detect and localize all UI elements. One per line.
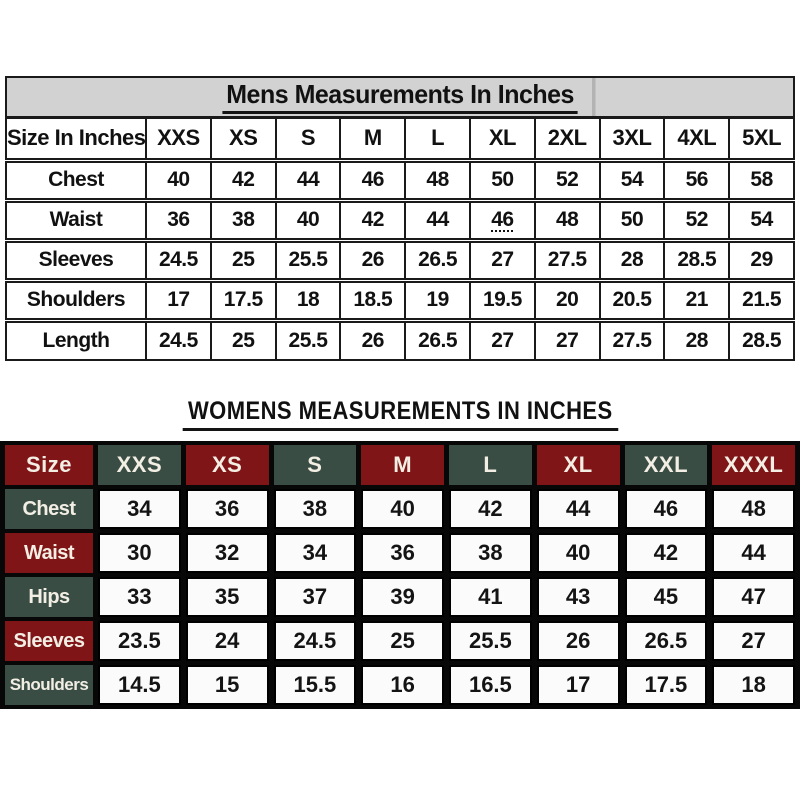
- womens-cell: 43: [537, 577, 620, 617]
- mens-cell: 26.5: [405, 240, 470, 280]
- womens-cell: 27: [712, 621, 795, 661]
- mens-cell: 44: [405, 200, 470, 240]
- womens-header-cell: XL: [537, 445, 620, 485]
- mens-row-label: Waist: [6, 200, 146, 240]
- mens-header-cell: XS: [211, 117, 276, 160]
- mens-header-row: [6, 117, 794, 160]
- womens-cell: 36: [361, 533, 444, 573]
- mens-header-cell: 2XL: [535, 117, 600, 160]
- womens-cell: 17: [537, 665, 620, 705]
- mens-cell: 58: [729, 160, 794, 200]
- womens-row-sleeves: [5, 621, 795, 661]
- womens-row-label: Chest: [5, 489, 93, 529]
- mens-cell: 17: [146, 280, 211, 320]
- womens-cell: 24: [186, 621, 269, 661]
- mens-cell: 28: [664, 320, 729, 360]
- womens-cell: 44: [537, 489, 620, 529]
- mens-row-label: Shoulders: [6, 280, 146, 320]
- womens-header-size-label: Size: [5, 445, 93, 485]
- womens-cell: 34: [98, 489, 181, 529]
- womens-cell: 40: [537, 533, 620, 573]
- mens-section: [0, 76, 800, 361]
- womens-size-table: [0, 441, 800, 709]
- mens-title-row: [6, 77, 794, 117]
- mens-cell: 27: [470, 240, 535, 280]
- mens-cell: 25.5: [276, 320, 341, 360]
- mens-cell: 46: [340, 160, 405, 200]
- womens-row-label: Shoulders: [5, 665, 93, 705]
- mens-row-sleeves: [6, 240, 794, 280]
- mens-cell: 52: [535, 160, 600, 200]
- womens-cell: 42: [449, 489, 532, 529]
- womens-cell: 15.5: [274, 665, 357, 705]
- mens-header-cell: L: [405, 117, 470, 160]
- mens-header-cell: 5XL: [729, 117, 794, 160]
- womens-row-chest: [5, 489, 795, 529]
- mens-row-label: Chest: [6, 160, 146, 200]
- mens-cell: 54: [600, 160, 665, 200]
- mens-header-cell: S: [276, 117, 341, 160]
- mens-cell: 28: [600, 240, 665, 280]
- womens-header-cell: L: [449, 445, 532, 485]
- mens-cell: 27: [535, 320, 600, 360]
- womens-header-cell: XS: [186, 445, 269, 485]
- mens-cell: 26: [340, 240, 405, 280]
- mens-header-size-label: Size In Inches: [7, 125, 146, 150]
- womens-cell: 23.5: [98, 621, 181, 661]
- womens-header-row: [5, 445, 795, 485]
- mens-cell: 42: [340, 200, 405, 240]
- womens-row-label: Hips: [5, 577, 93, 617]
- mens-header-cell: M: [340, 117, 405, 160]
- mens-cell: 27.5: [535, 240, 600, 280]
- womens-cell: 42: [625, 533, 708, 573]
- womens-cell: 18: [712, 665, 795, 705]
- mens-cell: 19.5: [470, 280, 535, 320]
- mens-cell: 52: [664, 200, 729, 240]
- womens-header-cell: XXL: [625, 445, 708, 485]
- mens-table-title: Mens Measurements In Inches: [222, 79, 577, 114]
- womens-cell: 16: [361, 665, 444, 705]
- womens-cell: 30: [98, 533, 181, 573]
- mens-cell: 50: [600, 200, 665, 240]
- mens-header-cell: XL: [470, 117, 535, 160]
- womens-cell: 32: [186, 533, 269, 573]
- womens-cell: 37: [274, 577, 357, 617]
- mens-row-label: Length: [6, 320, 146, 360]
- mens-cell: 36: [146, 200, 211, 240]
- mens-cell: 28.5: [729, 320, 794, 360]
- womens-cell: 15: [186, 665, 269, 705]
- mens-cell: 25: [211, 320, 276, 360]
- womens-header-cell: M: [361, 445, 444, 485]
- womens-cell: 46: [625, 489, 708, 529]
- womens-cell: 25.5: [449, 621, 532, 661]
- mens-cell: 25.5: [276, 240, 341, 280]
- mens-cell: 42: [211, 160, 276, 200]
- womens-row-label: Waist: [5, 533, 93, 573]
- mens-cell: 26.5: [405, 320, 470, 360]
- womens-cell: 34: [274, 533, 357, 573]
- mens-cell: 48: [535, 200, 600, 240]
- womens-cell: 14.5: [98, 665, 181, 705]
- mens-cell: 38: [211, 200, 276, 240]
- mens-cell: 19: [405, 280, 470, 320]
- womens-row-shoulders: [5, 665, 795, 705]
- mens-row-length: [6, 320, 794, 360]
- womens-cell: 38: [274, 489, 357, 529]
- womens-cell: 44: [712, 533, 795, 573]
- mens-cell: 44: [276, 160, 341, 200]
- mens-cell: 21: [664, 280, 729, 320]
- mens-cell: 17.5: [211, 280, 276, 320]
- womens-cell: 40: [361, 489, 444, 529]
- mens-cell: 56: [664, 160, 729, 200]
- mens-cell: 18: [276, 280, 341, 320]
- mens-cell: 18.5: [340, 280, 405, 320]
- womens-cell: 17.5: [625, 665, 708, 705]
- mens-cell: 24.5: [146, 240, 211, 280]
- womens-header-cell: XXS: [98, 445, 181, 485]
- mens-row-chest: [6, 160, 794, 200]
- mens-cell: 29: [729, 240, 794, 280]
- mens-row-label: Sleeves: [6, 240, 146, 280]
- mens-cell: 28.5: [664, 240, 729, 280]
- womens-cell: 48: [712, 489, 795, 529]
- mens-cell: 48: [405, 160, 470, 200]
- mens-cell: 40: [146, 160, 211, 200]
- womens-cell: 39: [361, 577, 444, 617]
- womens-cell: 33: [98, 577, 181, 617]
- mens-cell: 21.5: [729, 280, 794, 320]
- mens-cell: 20: [535, 280, 600, 320]
- womens-section-header: [0, 397, 800, 429]
- mens-title-cell: [6, 77, 794, 117]
- mens-header-cell: XXS: [146, 117, 211, 160]
- mens-row-shoulders: [6, 280, 794, 320]
- womens-cell: 26.5: [625, 621, 708, 661]
- mens-header-cell: 3XL: [600, 117, 665, 160]
- mens-cell: 24.5: [146, 320, 211, 360]
- mens-cell: 25: [211, 240, 276, 280]
- womens-cell: 36: [186, 489, 269, 529]
- womens-row-label: Sleeves: [5, 621, 93, 661]
- womens-header-cell: S: [274, 445, 357, 485]
- womens-cell: 41: [449, 577, 532, 617]
- womens-cell: 47: [712, 577, 795, 617]
- womens-header-cell: XXXL: [712, 445, 795, 485]
- womens-cell: 38: [449, 533, 532, 573]
- womens-cell: 24.5: [274, 621, 357, 661]
- mens-cell: 50: [470, 160, 535, 200]
- mens-cell: 26: [340, 320, 405, 360]
- mens-cell: 40: [276, 200, 341, 240]
- womens-row-hips: [5, 577, 795, 617]
- womens-table-title: WOMENS MEASUREMENTS IN INCHES: [182, 397, 617, 431]
- mens-cell: 27.5: [600, 320, 665, 360]
- womens-cell: 16.5: [449, 665, 532, 705]
- womens-row-waist: [5, 533, 795, 573]
- womens-cell: 45: [625, 577, 708, 617]
- womens-cell: 26: [537, 621, 620, 661]
- mens-cell: 54: [729, 200, 794, 240]
- mens-cell: 27: [470, 320, 535, 360]
- womens-cell: 35: [186, 577, 269, 617]
- mens-row-waist: [6, 200, 794, 240]
- mens-cell-underline-artifact: 46: [470, 200, 535, 240]
- mens-cell: 20.5: [600, 280, 665, 320]
- mens-header-cell: 4XL: [664, 117, 729, 160]
- mens-size-table: [5, 76, 795, 361]
- womens-cell: 25: [361, 621, 444, 661]
